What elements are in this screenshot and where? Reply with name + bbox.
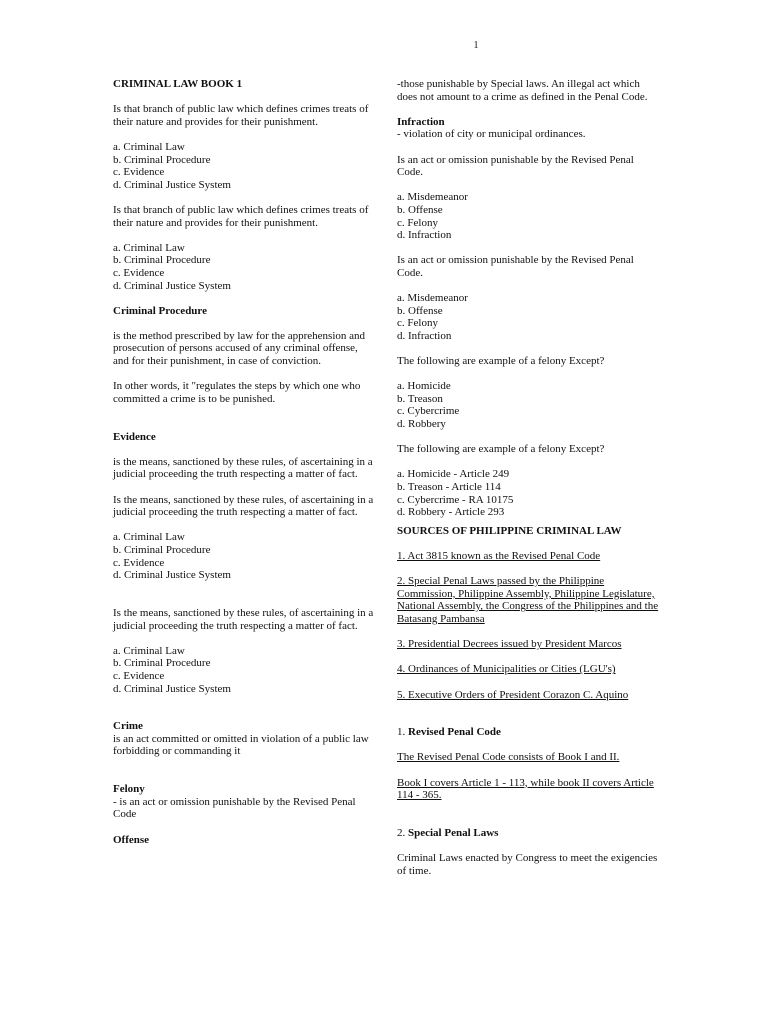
definition-text: -those punishable by Special laws. An illegal act which does not amount to a crime as defined in the Penal Code.: [397, 78, 648, 103]
option: d. Criminal Justice System: [113, 569, 231, 582]
option: d. Criminal Justice System: [113, 682, 231, 695]
left-column: [113, 78, 375, 846]
body-text: The Revised Penal Code consists of Book I and II.: [397, 751, 620, 764]
answer-options: [113, 645, 375, 695]
option: d. Robbery: [397, 418, 446, 431]
section-heading-row: [397, 827, 659, 840]
definition-text: - violation of city or municipal ordinances.: [397, 128, 586, 141]
option: a. Criminal Law: [113, 241, 185, 254]
section-number: 2.: [397, 827, 406, 840]
body-text: In other words, it "regulates the steps by which one who committed a crime is to be punished.: [113, 380, 361, 405]
option: d. Robbery - Article 293: [397, 506, 505, 519]
definition-text: is the method prescribed by law for the apprehension and prosecution of persons accused of any criminal offense, and for their punishment, in case of conviction.: [113, 329, 366, 368]
question-text: Is the means, sanctioned by these rules, of ascertaining in a judicial proceeding the truth respecting a matter of fact.: [113, 493, 374, 519]
section-heading-row: [397, 726, 659, 739]
option: d. Infraction: [397, 229, 452, 242]
question-text: Is an act or omission punishable by the Revised Penal Code.: [397, 153, 634, 179]
page-number: 1: [473, 40, 479, 51]
question-text: The following are example of a felony Except?: [397, 443, 605, 456]
question-text: Is that branch of public law which defines crimes treats of their nature and provides for their punishment.: [113, 203, 369, 229]
section-heading: Revised Penal Code: [408, 726, 501, 739]
section-heading: Felony: [113, 783, 145, 796]
answer-options: [113, 141, 375, 191]
option: a. Criminal Law: [113, 140, 185, 153]
option: c. Evidence: [113, 669, 165, 682]
option: d. Infraction: [397, 329, 452, 342]
option: d. Criminal Justice System: [113, 279, 231, 292]
section-heading: Special Penal Laws: [408, 827, 499, 840]
answer-options: [113, 242, 375, 292]
option: a. Homicide - Article 249: [397, 468, 510, 481]
answer-options: [397, 191, 659, 241]
answer-options: [113, 531, 375, 581]
option: d. Criminal Justice System: [113, 178, 231, 191]
option: c. Felony: [397, 317, 438, 330]
source-item: 2. Special Penal Laws passed by the Philippine Commission, Philippine Assembly, Philippine Legislature, National Assembly, the Congress of the Philippines and the Batasang Pambansa: [397, 575, 659, 625]
body-text: Book I covers Article 1 - 113, while book II covers Article 114 - 365.: [397, 776, 654, 802]
option: c. Felony: [397, 216, 438, 229]
option: b. Treason - Article 114: [397, 481, 501, 493]
section-heading: Infraction: [397, 115, 445, 128]
question-text: Is that branch of public law which defines crimes treats of their nature and provides for their punishment.: [113, 103, 369, 128]
option: c. Evidence: [113, 166, 165, 179]
section-heading: Crime: [113, 720, 143, 733]
definition-text: - is an act or omission punishable by the Revised Penal Code: [113, 795, 356, 821]
source-item: 3. Presidential Decrees issued by President Marcos: [397, 638, 622, 651]
section-heading: Offense: [113, 833, 150, 846]
option: b. Offense: [397, 203, 443, 216]
source-item: 5. Executive Orders of President Corazon C. Aquino: [397, 688, 629, 701]
document-title: CRIMINAL LAW BOOK 1: [113, 78, 243, 90]
option: c. Cybercrime - RA 10175: [397, 493, 514, 506]
definition-text: Criminal Laws enacted by Congress to meet the exigencies of time.: [397, 852, 658, 877]
question-text: The following are example of a felony Except?: [397, 355, 605, 368]
question-text: Is an act or omission punishable by the Revised Penal Code.: [397, 254, 634, 279]
right-column: [397, 78, 659, 890]
answer-options: [397, 380, 659, 430]
option: c. Evidence: [113, 266, 165, 279]
section-heading: SOURCES OF PHILIPPINE CRIMINAL LAW: [397, 524, 622, 537]
option: b. Criminal Procedure: [113, 254, 211, 267]
section-heading: Criminal Procedure: [113, 304, 207, 317]
definition-text: is an act committed or omitted in violation of a public law forbidding or commanding it: [113, 732, 369, 758]
option: b. Offense: [397, 304, 443, 317]
option: a. Homicide: [397, 380, 451, 393]
option: c. Evidence: [113, 556, 165, 569]
source-item: 4. Ordinances of Municipalities or Cities (LGU's): [397, 663, 616, 676]
option: a. Misdemeanor: [397, 292, 468, 305]
option: b. Criminal Procedure: [113, 153, 211, 166]
answer-options: [397, 292, 659, 342]
option: b. Criminal Procedure: [113, 543, 211, 556]
option: c. Cybercrime: [397, 405, 460, 418]
question-text: Is the means, sanctioned by these rules, of ascertaining in a judicial proceeding the truth respecting a matter of fact.: [113, 606, 374, 632]
option: a. Criminal Law: [113, 531, 185, 544]
definition-text: is the means, sanctioned by these rules, of ascertaining in a judicial proceeding the truth respecting a matter of fact.: [113, 455, 373, 481]
option: b. Treason: [397, 392, 443, 405]
answer-options: [397, 468, 659, 518]
option: b. Criminal Procedure: [113, 657, 211, 670]
section-number: 1.: [397, 726, 406, 739]
option: a. Misdemeanor: [397, 191, 468, 204]
option: a. Criminal Law: [113, 644, 185, 657]
section-heading: Evidence: [113, 430, 156, 443]
source-item: 1. Act 3815 known as the Revised Penal Code: [397, 549, 601, 562]
